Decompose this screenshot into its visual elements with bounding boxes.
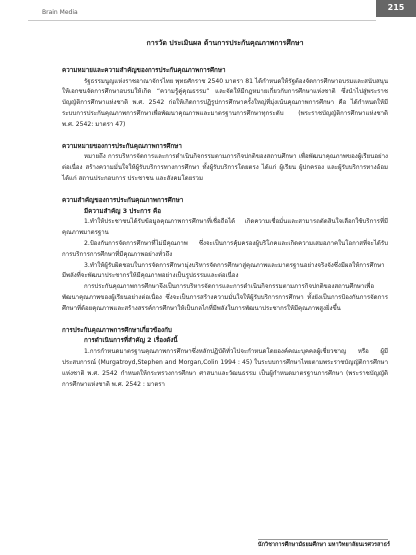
- section-heading-importance: ความหมายและความสำคัญของการประกันคุณภาพการศึกษา: [62, 66, 226, 74]
- list-item: 1.ทำให้ประชาชนได้รับข้อมูลคุณภาพการศึกษาที่เชื่อถือได้ เกิดความเชื่อมั่นและสามารถตัดสินใจเลือกใช้บริการที่มีคุณภาพมาตรฐาน: [62, 218, 388, 237]
- page-number-badge: 215: [376, 0, 416, 17]
- paragraph: การประกันคุณภาพการศึกษาจึงเป็นการบริหารจัดการและการดำเนินกิจกรรมตามภารกิจปกติของสถานศึกษาเพื่อพัฒนาคุณภาพของผู้เรียนอย่างต่อเนื่อง ซึ่งจะเป็นการสร้างความมั่นใจให้ผู้รับบริการการศึกษา ทั้งยังเป็นการป้องกันการจัดการศึกษาที่ด้อยคุณภาพและสร้างสรรค์การศึกษาให้เป็นกลไกที่มีพลังในการพัฒนาประชากรให้มีคุณภาพสูงยิ่งขึ้น: [62, 283, 388, 312]
- list-item: 3.ทำให้ผู้รับผิดชอบในการจัดการศึกษามุ่งบริหารจัดการศึกษาสู่คุณภาพและมาตรฐานอย่างจริงจังซึ่งมีผลให้การศึกษามีพลังที่จะพัฒนาประชากรให้มีคุณภาพอย่างเป็นรูปธรรมและต่อเนื่อง: [62, 261, 385, 280]
- footer-divider: [258, 539, 388, 540]
- header-brand: Brain Media: [42, 9, 78, 16]
- section-subheading: มีความสำคัญ 3 ประการ คือ: [84, 207, 161, 215]
- page-title: การวัด ประเมินผล ด้านการประกันคุณภาพการศึกษา: [146, 39, 304, 47]
- section-subheading: การดำเนินการที่สำคัญ 2 เรื่องดังนี้: [84, 337, 178, 345]
- list-item: 2.ป้องกันการจัดการศึกษาที่ไม่มีคุณภาพ ซึ่งจะเป็นการคุ้มครองผู้บริโภคและเกิดความเสมอภาคในโอกาสที่จะได้รับการบริการการศึกษาที่มีคุณภาพอย่างทั่วถึง: [62, 239, 388, 258]
- section-heading-significance: ความสำคัญของการประกันคุณภาพการศึกษา: [62, 196, 184, 204]
- footer-text: นักวิชาการศึกษามัธยมศึกษา มหาวิทยาลัยนเรศวรสาธร์: [257, 542, 390, 548]
- document-body: [62, 38, 388, 390]
- paragraph: รัฐธรรมนูญแห่งราชอาณาจักรไทย พุทธศักราช 2540 มาตรา 81 ได้กำหนดให้รัฐต้องจัดการศึกษาอบรมและสนับสนุนให้เอกชนจัดการศึกษาอบรมให้เกิด “ความรู้คู่คุณธรรม” และจัดให้มีกฎหมายเกี่ยวกับการศึกษาแห่งชาติ ซึ่งนำไปสู่พระราชบัญญัติการศึกษาแห่งชาติ พ.ศ. 2542 ก่อให้เกิดการปฏิรูปการศึกษาครั้งใหญ่ที่มุ่งเน้นคุณภาพการศึกษา คือ ได้กำหนดให้มีระบบการประกันคุณภาพการศึกษาเพื่อพัฒนาคุณภาพและมาตรฐานการศึกษาทุกระดับ (พระราชบัญญัติการศึกษาแห่งชาติ พ.ศ. 2542: มาตรา 47): [62, 77, 388, 128]
- paragraph: หมายถึง การบริหารจัดการและการดำเนินกิจกรรมตามภารกิจปกติของสถานศึกษา เพื่อพัฒนาคุณภาพของผู้เรียนอย่างต่อเนื่อง สร้างความมั่นใจให้ผู้รับบริการทางการศึกษา ทั้งผู้รับบริการโดยตรง ได้แก่ ผู้เรียน ผู้ปกครอง และผู้รับบริการทางอ้อม ได้แก่ สถานประกอบการ ประชาชน และสังคมโดยรวม: [62, 153, 388, 182]
- list-item: 1.การกำหนดมาตรฐานคุณภาพการศึกษาซึ่งหลักปฏิบัติทั่วไปจะกำหนดโดยองค์คณะบุคคลผู้เชี่ยวชาญ หรือ ผู้มีประสบการณ์ (Murgatroyd,Stephen and Morgan,Colin 1994 : 45) ในระบบการศึกษาไทยตามพระราชบัญญัติการศึกษาแห่งชาติ พ.ศ. 2542 กำหนดให้กระทรวงการศึกษา ศาสนาและวัฒนธรรม เป็นผู้กำหนดมาตรฐานการศึกษา (พระราชบัญญัติการศึกษาแห่งชาติ พ.ศ. 2542 : มาตรา: [62, 348, 388, 388]
- header-divider: [28, 20, 376, 21]
- section-heading-meaning: ความหมายของการประกันคุณภาพการศึกษา: [62, 142, 182, 150]
- section-heading-related: การประกันคุณภาพการศึกษาเกี่ยวข้องกับ: [62, 326, 172, 334]
